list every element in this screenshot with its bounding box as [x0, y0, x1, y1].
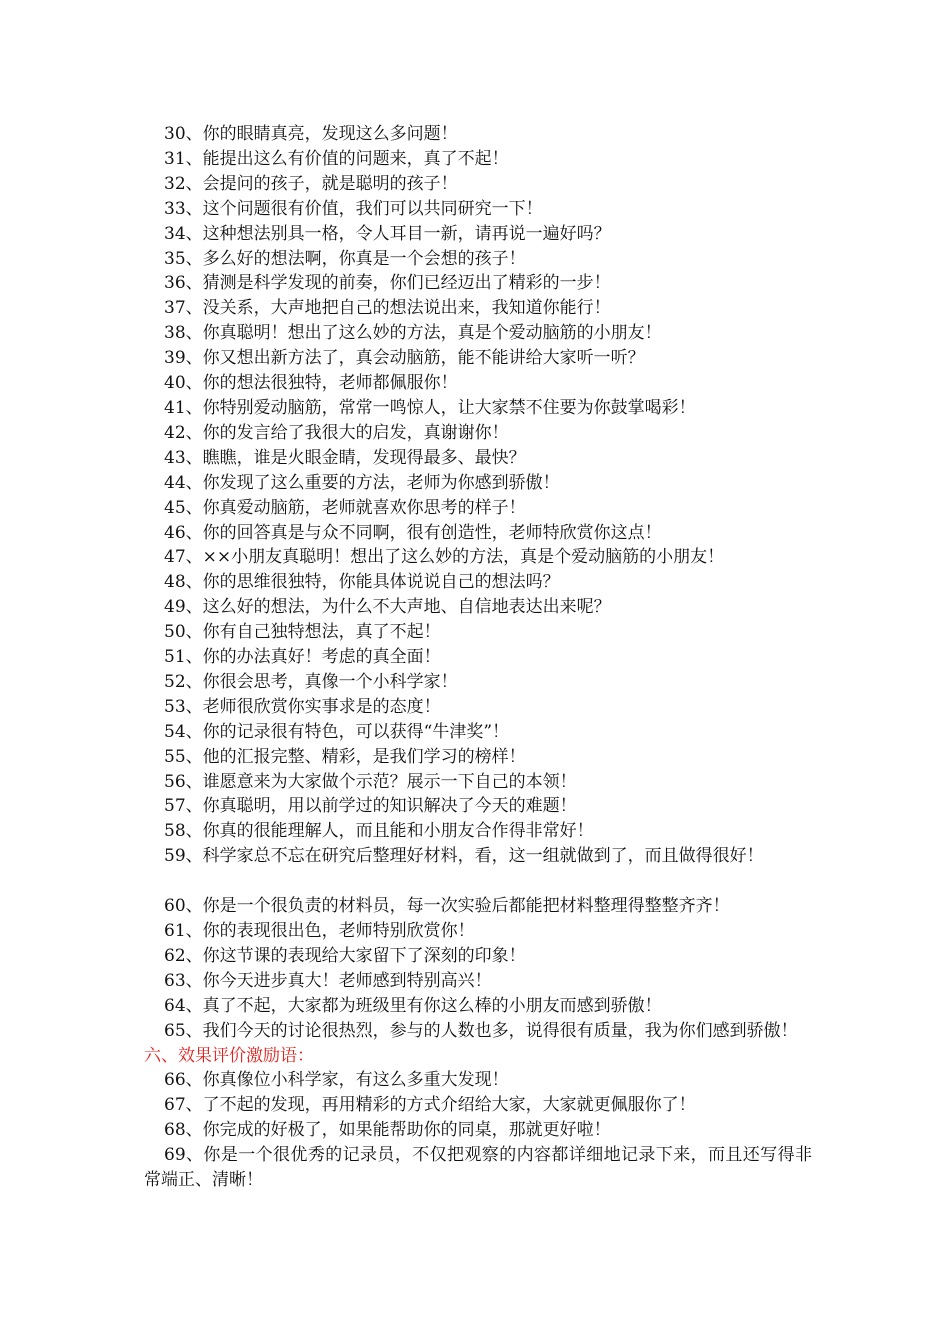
list-item: 62、你这节课的表现给大家留下了深刻的印象！	[164, 945, 526, 966]
list-item: 41、你特别爱动脑筋，常常一鸣惊人，让大家禁不住要为你鼓掌喝彩！	[164, 397, 696, 418]
list-item: 36、猜测是科学发现的前奏，你们已经迈出了精彩的一步！	[164, 273, 611, 294]
list-item: 32、会提问的孩子，就是聪明的孩子！	[164, 173, 458, 194]
list-item: 42、你的发言给了我很大的启发，真谢谢你！	[164, 422, 509, 443]
list-item: 38、你真聪明！想出了这么妙的方法，真是个爱动脑筋的小朋友！	[164, 323, 662, 344]
list-item: 33、这个问题很有价值，我们可以共同研究一下！	[164, 198, 543, 219]
list-item: 58、你真的很能理解人，而且能和小朋友合作得非常好！	[164, 821, 594, 842]
list-item: 68、你完成的好极了，如果能帮助你的同桌，那就更好啦！	[164, 1120, 611, 1141]
list-item: 46、你的回答真是与众不同啊，很有创造性，老师特欣赏你这点！	[164, 522, 662, 543]
list-item: 37、没关系，大声地把自己的想法说出来，我知道你能行！	[164, 298, 611, 319]
list-item: 54、你的记录很有特色，可以获得“牛津奖”！	[164, 721, 510, 742]
list-item: 43、瞧瞧，谁是火眼金睛，发现得最多、最快？	[164, 447, 526, 468]
list-item: 55、他的汇报完整、精彩，是我们学习的榜样！	[164, 746, 526, 767]
list-item: 52、你很会思考，真像一个小科学家！	[164, 671, 458, 692]
list-item: 48、你的思维很独特，你能具体说说自己的想法吗？	[164, 572, 560, 593]
list-item: 60、你是一个很负责的材料员，每一次实验后都能把材料整理得整整齐齐！	[164, 896, 730, 917]
list-item: 61、你的表现很出色，老师特别欣赏你！	[164, 920, 475, 941]
document-body	[144, 122, 812, 1193]
list-item: 67、了不起的发现，再用精彩的方式介绍给大家，大家就更佩服你了！	[164, 1095, 696, 1116]
list-item: 69、你是一个很优秀的记录员，不仅把观察的内容都详细地记录下来，而且还写得非常端正、清晰！	[144, 1145, 812, 1191]
list-item: 64、真了不起，大家都为班级里有你这么棒的小朋友而感到骄傲！	[164, 995, 662, 1016]
list-item: 34、这种想法别具一格，令人耳目一新，请再说一遍好吗？	[164, 223, 611, 244]
section-heading: 六、效果评价激励语：	[144, 1045, 314, 1066]
list-item: 39、你又想出新方法了，真会动脑筋，能不能讲给大家听一听？	[164, 348, 645, 369]
list-item: 56、谁愿意来为大家做个示范？展示一下自己的本领！	[164, 771, 577, 792]
list-item: 35、多么好的想法啊，你真是一个会想的孩子！	[164, 248, 526, 269]
list-item: 53、老师很欣赏你实事求是的态度！	[164, 696, 441, 717]
list-item: 63、你今天进步真大！老师感到特别高兴！	[164, 970, 492, 991]
list-item: 44、你发现了这么重要的方法，老师为你感到骄傲！	[164, 472, 560, 493]
list-item: 59、科学家总不忘在研究后整理好材料，看，这一组就做到了，而且做得很好！	[164, 846, 764, 867]
list-item: 31、能提出这么有价值的问题来，真了不起！	[164, 148, 509, 169]
list-item: 50、你有自己独特想法，真了不起！	[164, 622, 441, 643]
list-item: 65、我们今天的讨论很热烈，参与的人数也多，说得很有质量，我为你们感到骄傲！	[164, 1020, 798, 1041]
list-item: 47、××小朋友真聪明！想出了这么妙的方法，真是个爱动脑筋的小朋友！	[164, 547, 725, 568]
blank-line	[144, 869, 812, 894]
list-item: 57、你真聪明，用以前学过的知识解决了今天的难题！	[164, 796, 577, 817]
list-item: 49、这么好的想法，为什么不大声地、自信地表达出来呢？	[164, 597, 611, 618]
list-item: 30、你的眼睛真亮，发现这么多问题！	[164, 124, 458, 144]
list-item: 45、你真爱动脑筋，老师就喜欢你思考的样子！	[164, 497, 526, 518]
list-item: 40、你的想法很独特，老师都佩服你！	[164, 373, 458, 394]
list-item: 51、你的办法真好！考虑的真全面！	[164, 647, 441, 668]
list-item: 66、你真像位小科学家，有这么多重大发现！	[164, 1070, 509, 1091]
